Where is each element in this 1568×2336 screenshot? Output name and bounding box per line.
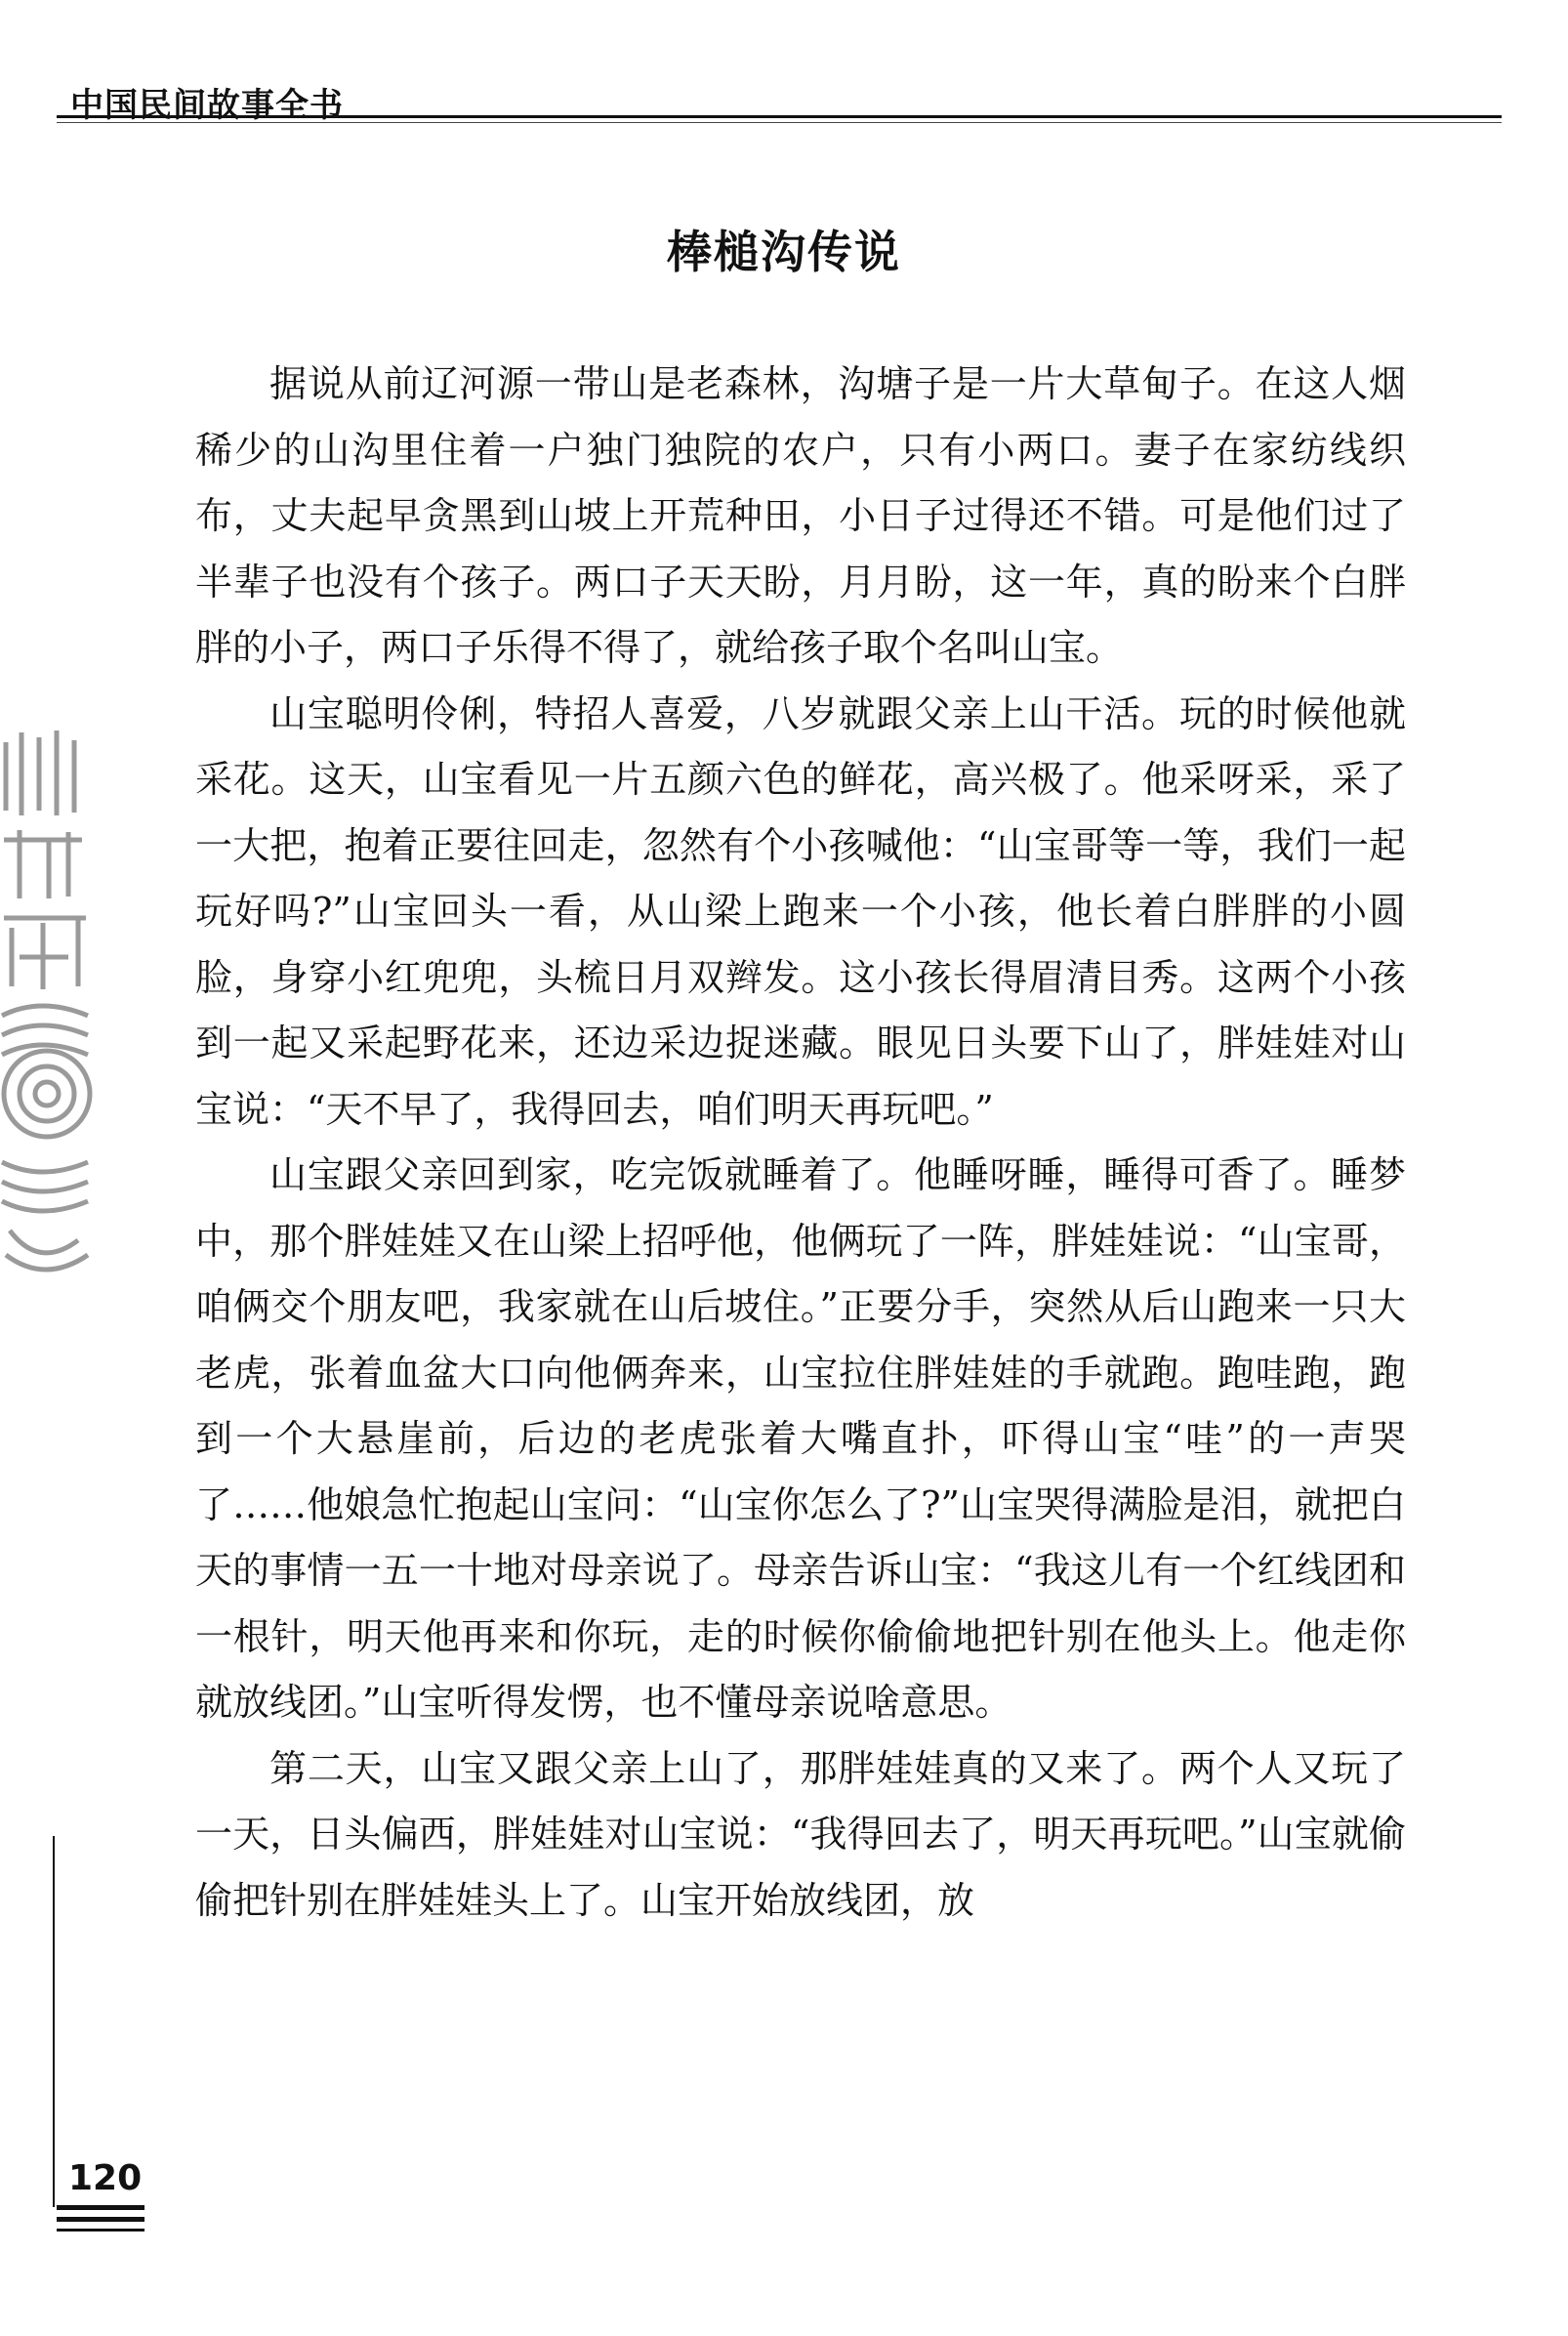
paragraph: 据说从前辽河源一带山是老森林，沟塘子是一片大草甸子。在这人烟稀少的山沟里住着一户独门独院的农户，只有小两口。妻子在家纺线织布，丈夫起早贪黑到山坡上开荒种田，小日子过得还不错。可是他们过了半辈子也没有个孩子。两口子天天盼，月月盼，这一年，真的盼来个白胖胖的小子，两口子乐得不得了，就给孩子取个名叫山宝。 xyxy=(195,362,1406,669)
header-rule xyxy=(57,115,1502,118)
page-number-rule xyxy=(57,2217,144,2222)
left-margin-rule xyxy=(53,1836,55,2207)
ornament-pattern-icon xyxy=(0,723,94,1289)
page-number-rule xyxy=(57,2205,144,2210)
story-title: 棒槌沟传说 xyxy=(667,226,901,278)
page-number-rule xyxy=(57,2229,144,2232)
paragraph: 山宝跟父亲回到家，吃完饭就睡着了。他睡呀睡，睡得可香了。睡梦中，那个胖娃娃又在山梁上招呼他，他俩玩了一阵，胖娃娃说：“山宝哥，咱俩交个朋友吧，我家就在山后坡住。”正要分手，突然从后山跑来一只大老虎，张着血盆大口向他俩奔来，山宝拉住胖娃娃的手就跑。跑哇跑，跑到一个大悬崖前，后边的老虎张着大嘴直扑，吓得山宝“哇”的一声哭了……他娘急忙抱起山宝问：“山宝你怎么了?”山宝哭得满脸是泪，就把白天的事情一五一十地对母亲说了。母亲告诉山宝：“我这儿有一个红线团和一根针，明天他再来和你玩，走的时候你偷偷地把针别在他头上。他走你就放线团。”山宝听得发愣，也不懂母亲说啥意思。 xyxy=(195,1153,1406,1724)
paragraph: 山宝聪明伶俐，特招人喜爱，八岁就跟父亲上山干活。玩的时候他就采花。这天，山宝看见一片五颜六色的鲜花，高兴极了。他采呀采，采了一大把，抱着正要往回走，忽然有个小孩喊他：“山宝哥等一等，我们一起玩好吗?”山宝回头一看，从山梁上跑来一个小孩，他长着白胖胖的小圆脸，身穿小红兜兜，头梳日月双辫发。这小孩长得眉清目秀。这两个小孩到一起又采起野花来，还边采边捉迷藏。眼见日头要下山了，胖娃娃对山宝说：“天不早了，我得回去，咱们明天再玩吧。” xyxy=(195,691,1406,1131)
header-rule-thin xyxy=(57,122,1502,123)
page-number: 120 xyxy=(68,2158,143,2198)
series-title: 中国民间故事全书 xyxy=(70,86,344,125)
story-body xyxy=(195,352,1406,1934)
paragraph: 第二天，山宝又跟父亲上山了，那胖娃娃真的又来了。两个人又玩了一天，日头偏西，胖娃娃对山宝说：“我得回去了，明天再玩吧。”山宝就偷偷把针别在胖娃娃头上了。山宝开始放线团，放 xyxy=(195,1746,1406,1922)
